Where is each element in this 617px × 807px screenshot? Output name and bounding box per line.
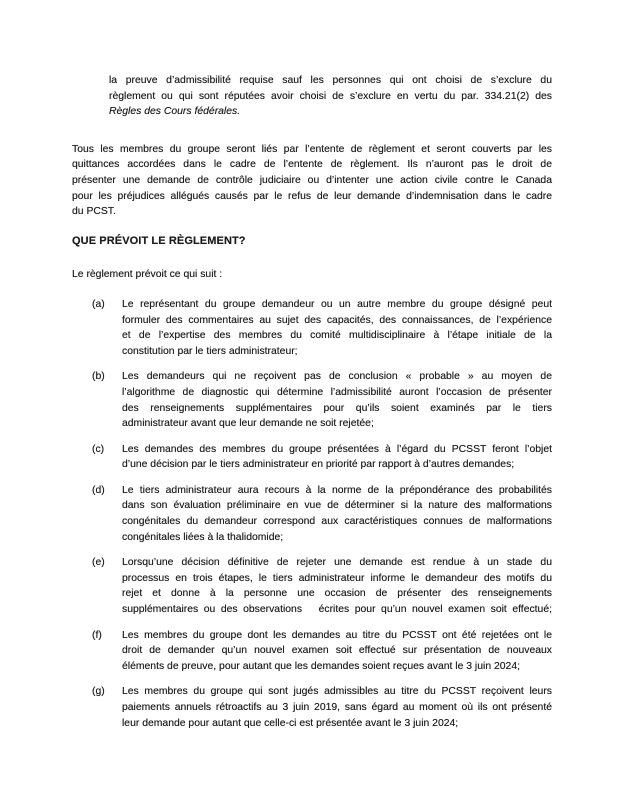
list-item [92, 684, 552, 731]
list-item-label: (d) [92, 484, 105, 496]
list-item-text [122, 442, 552, 473]
list-item-label: (b) [92, 371, 105, 383]
text-line: constitution par le tiers administrateur; [122, 345, 298, 357]
text-line: Le tiers administrateur aura recours à la norme de la prépondérance des probabilités [122, 484, 552, 496]
text-line: pour les préjudices allégués causés par le refus de leur demande d’indemnisation dans le cadre [72, 190, 552, 202]
text-line: formuler des commentaires au sujet des capacités, des connaissances, de l’expérience [122, 314, 552, 326]
list-item-text [122, 297, 552, 359]
liability-paragraph [72, 142, 552, 220]
text-line: congénitales du demandeur correspond aux caractéristiques connues de malformations [122, 516, 552, 528]
text-line: administrateur avant que leur demande ne soit rejetée; [122, 418, 374, 430]
text-line: Règles des Cours fédérales. [109, 106, 241, 118]
list-item-label: (c) [92, 443, 105, 455]
list-item-label: (e) [92, 557, 105, 569]
text-line: leur demande pour autant que celle-ci est présentée avant le 3 juin 2024; [122, 717, 459, 729]
list-item-label: (a) [92, 298, 105, 310]
text-line: Les membres du groupe qui sont jugés admissibles au titre du PCSST reçoivent leurs [122, 686, 552, 698]
list-item-text [122, 684, 552, 731]
text-line: processus en trois étapes, le tiers administrateur informe le demandeur des motifs du [122, 572, 552, 584]
text-line: quittances accordées dans le cadre de l’entente de règlement. Ils n’auront pas le droit de [72, 159, 552, 171]
continuation-paragraph [109, 73, 552, 120]
list-item [92, 628, 552, 675]
list-item [92, 442, 552, 473]
text-line: Le représentant du groupe demandeur ou un autre membre du groupe désigné peut [122, 298, 552, 310]
text-line: éléments de preuve, pour autant que les demandes soient reçues avant le 3 juin 2024; [122, 660, 520, 672]
list-item [92, 297, 552, 359]
list-item-text [122, 628, 552, 675]
text-line: Lorsqu’une décision définitive de rejeter une demande est rendue à un stade du [122, 557, 552, 569]
text-line: Tous les membres du groupe seront liés par l’entente de règlement et seront couverts par les [72, 143, 552, 155]
text-line: droit de demander qu’un nouvel examen soit effectué sur présentation de nouveaux [122, 645, 552, 657]
list-item [92, 555, 552, 617]
text-line: du PCST. [72, 206, 116, 218]
text-line: rejet et donne à la personne une occasion de présenter des renseignements [122, 588, 552, 600]
section-heading: QUE PRÉVOIT LE RÈGLEMENT? [72, 234, 246, 247]
text-line: d’une décision par le tiers administrateur en priorité par rapport à d’autres demandes; [122, 459, 515, 471]
text-line: règlement ou qui sont réputées avoir choisi de s’exclure en vertu du par. 334.21(2) des [109, 90, 552, 102]
list-item-text [122, 369, 552, 431]
list-intro: Le règlement prévoit ce qui suit : [72, 269, 223, 281]
text-line: Les demandes des membres du groupe présentées à l’égard du PCSST feront l’objet [122, 443, 552, 455]
text-line: congénitales liées à la thalidomide; [122, 531, 284, 543]
text-line: présenter une demande de contrôle judiciaire ou d’intenter une action civile contre le Canada [72, 174, 552, 186]
text-line: supplémentaires ou des observations écrites pour qu’un nouvel examen soit effectué; [122, 604, 552, 616]
list-item-label: (f) [92, 629, 102, 641]
list-item-label: (g) [92, 686, 105, 698]
text-line: dans son évaluation préliminaire en vue de déterminer si la nature des malformations [122, 500, 552, 512]
text-line: et de l’expertise des membres du comité multidisciplinaire à l’étape initiale de la [122, 330, 552, 342]
list-item-text [122, 483, 552, 545]
list-item-text [122, 555, 552, 617]
text-line: paiements annuels rétroactifs au 3 juin 2019, sans égard au moment où ils ont présenté [122, 702, 552, 713]
text-line: des renseignements supplémentaires pour qu’ils soient examinés par le tiers [122, 402, 552, 414]
list-item [92, 369, 552, 431]
text-line: Les demandeurs qui ne reçoivent pas de conclusion « probable » au moyen de [122, 371, 552, 383]
text-line: Les membres du groupe dont les demandes au titre du PCSST ont été rejetées ont le [122, 629, 552, 641]
settlement-provisions-list [72, 297, 552, 731]
text-line: la preuve d’admissibilité requise sauf les personnes qui ont choisi de s’exclure du [109, 75, 552, 86]
list-item [92, 483, 552, 545]
text-line: l’algorithme de diagnostic qui détermine l’admissibilité auront l’occasion de présenter [122, 386, 552, 398]
